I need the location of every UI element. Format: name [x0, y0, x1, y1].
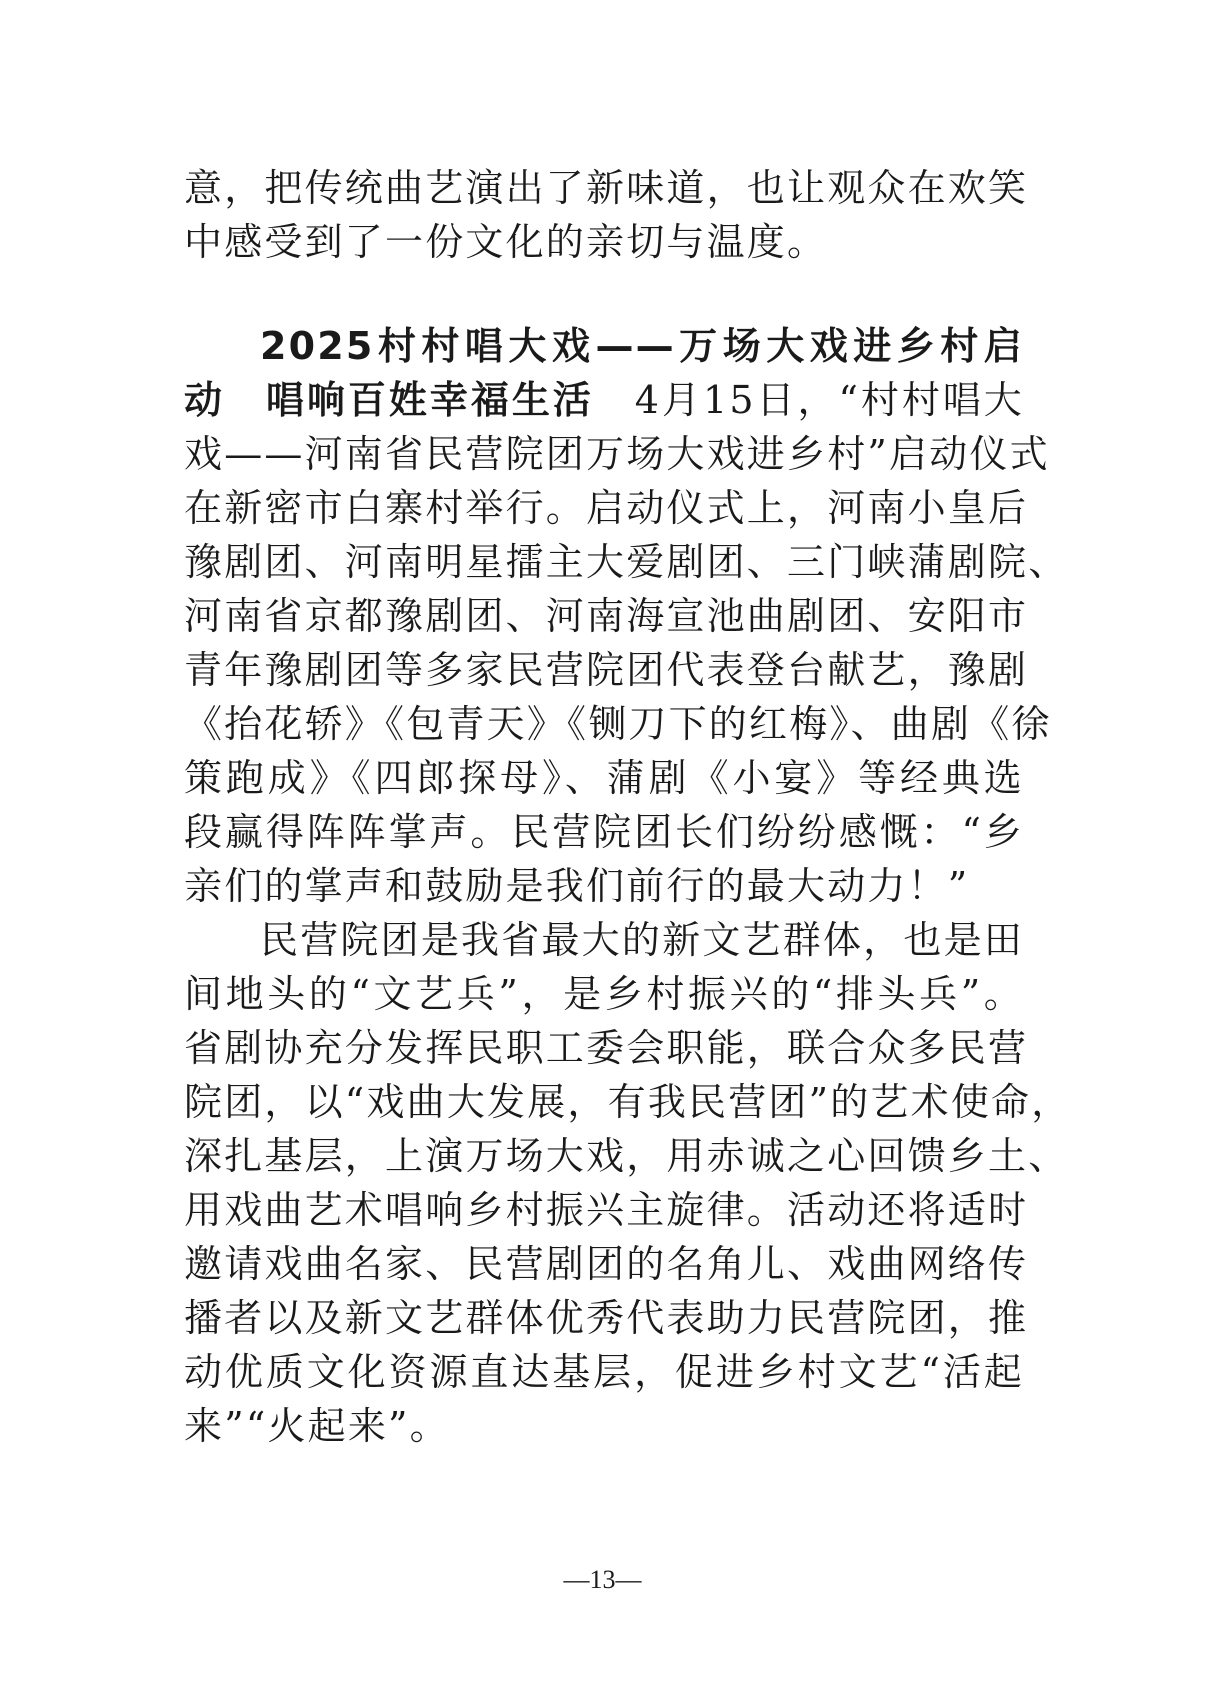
paragraph-line: 省剧协充分发挥民职工委会职能，联合众多民营: [184, 1026, 1029, 1070]
paragraph-line: 意，把传统曲艺演出了新味道，也让观众在欢笑: [184, 166, 1029, 210]
paragraph-line: 中感受到了一份文化的亲切与温度。: [184, 220, 828, 264]
article-headline-line2: [184, 372, 1024, 428]
paragraph-line: 深扎基层，上演万场大戏，用赤诚之心回馈乡土、: [184, 1134, 1069, 1178]
article-line: 豫剧团、河南明星擂主大爱剧团、三门峡蒲剧院、: [184, 540, 1069, 584]
article-lead: 4月15日，“村村唱大: [593, 378, 1024, 422]
paragraph-line: 来”“火起来”。: [184, 1404, 450, 1448]
article-line: 亲们的掌声和鼓励是我们前行的最大动力！”: [184, 864, 970, 908]
paragraph-line: 用戏曲艺术唱响乡村振兴主旋律。活动还将适时: [184, 1188, 1029, 1232]
paragraph-line: 播者以及新文艺群体优秀代表助力民营院团，推: [184, 1296, 1029, 1340]
paragraph-line: 间地头的“文艺兵”，是乡村振兴的“排头兵”。: [184, 972, 1024, 1016]
article-line: 《抬花轿》《包青天》《铡刀下的红梅》、曲剧《徐: [184, 702, 1052, 746]
paragraph-line: 院团，以“戏曲大发展，有我民营团”的艺术使命，: [184, 1080, 1072, 1124]
article-line: 青年豫剧团等多家民营院团代表登台献艺，豫剧: [184, 648, 1029, 692]
article-line: 在新密市白寨村举行。启动仪式上，河南小皇后: [184, 486, 1029, 530]
article-line: 段赢得阵阵掌声。民营院团长们纷纷感慨：“乡: [184, 810, 1024, 854]
article-line: 河南省京都豫剧团、河南海宣池曲剧团、安阳市: [184, 594, 1029, 638]
paragraph-line: 动优质文化资源直达基层，促进乡村文艺“活起: [184, 1350, 1024, 1394]
paragraph-line: 邀请戏曲名家、民营剧团的名角儿、戏曲网络传: [184, 1242, 1029, 1286]
paragraph-line: 民营院团是我省最大的新文艺群体，也是田: [260, 918, 1024, 962]
article-line: 戏——河南省民营院团万场大戏进乡村”启动仪式: [184, 432, 1050, 476]
article-headline: 2025村村唱大戏——万场大戏进乡村启: [260, 324, 1024, 368]
article-headline-tail: 动 唱响百姓幸福生活: [184, 378, 594, 422]
page-number: —13—: [563, 1565, 642, 1594]
article-line: 策跑成》《四郎探母》、蒲剧《小宴》等经典选: [184, 756, 1024, 800]
